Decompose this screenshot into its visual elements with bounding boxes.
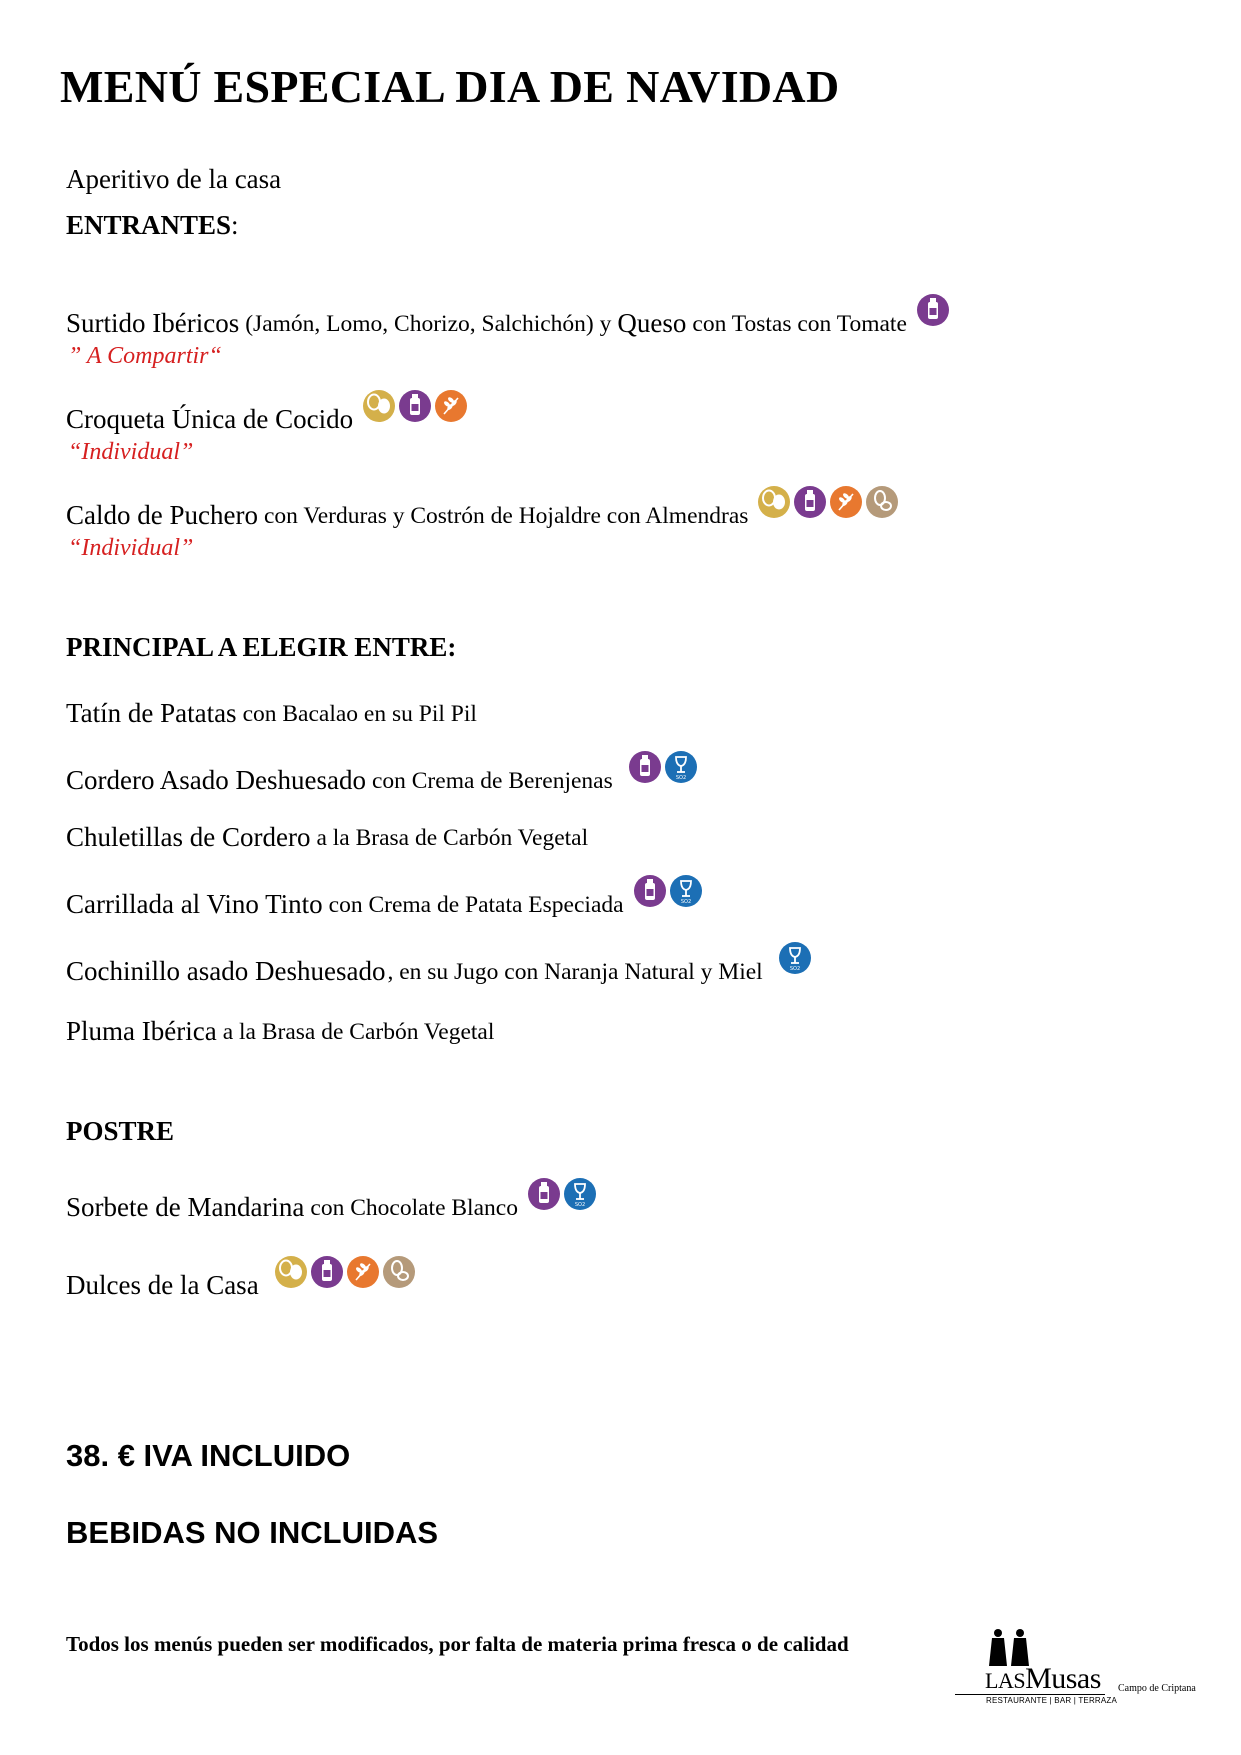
dish-desc: con Verduras y Costrón de Hojaldre con Almendras — [263, 503, 749, 529]
allergen-icons — [629, 751, 697, 783]
sulphites-label: SO2 — [680, 899, 691, 905]
dish-desc: con Bacalao en su Pil Pil — [242, 701, 477, 727]
dish-principal-6 — [66, 1016, 494, 1047]
dish-desc: con Crema de Berenjenas — [371, 768, 613, 794]
milk-icon — [634, 875, 666, 907]
dish-name: Carrillada al Vino Tinto — [66, 889, 323, 919]
dish-name: Sorbete de Mandarina — [66, 1192, 305, 1222]
dish-name: Cordero Asado Deshuesado — [66, 765, 366, 795]
allergen-icons — [634, 875, 702, 907]
sulphites-label: SO2 — [789, 966, 800, 972]
page-title: MENÚ ESPECIAL DIA DE NAVIDAD — [60, 61, 840, 112]
dish-entrante-1 — [66, 308, 949, 339]
allergen-icons — [363, 390, 467, 422]
gluten-icon — [347, 1256, 379, 1288]
milk-icon — [629, 751, 661, 783]
allergen-icons — [528, 1178, 596, 1210]
price: 38. € IVA INCLUIDO — [66, 1438, 351, 1473]
section-postre: POSTRE — [66, 1116, 175, 1146]
dish-name: Dulces de la Casa — [66, 1270, 259, 1300]
allergen-icons — [758, 486, 898, 518]
dish-entrante-2 — [66, 404, 467, 435]
dish-name: Croqueta Única de Cocido — [66, 404, 354, 434]
dish-note: ” A Compartir“ — [68, 343, 222, 369]
dish-desc: con Crema de Patata Especiada — [328, 892, 624, 918]
dish-postre-2 — [66, 1270, 415, 1301]
dish-desc: a la Brasa de Carbón Vegetal — [222, 1019, 495, 1045]
dish-name: Pluma Ibérica — [66, 1016, 217, 1046]
dish-desc: con Chocolate Blanco — [310, 1195, 518, 1221]
dish-name-2: Queso — [617, 308, 687, 338]
dish-desc: (Jamón, Lomo, Chorizo, Salchichón) y — [245, 311, 612, 337]
allergen-icons — [779, 942, 811, 974]
logo-name-main: Musas — [1025, 1662, 1101, 1695]
sulphites-icon — [779, 942, 811, 974]
section-principal: PRINCIPAL A ELEGIR ENTRE: — [66, 632, 457, 662]
dish-principal-1 — [66, 698, 477, 729]
nuts-icon — [866, 486, 898, 518]
drinks-not-included: BEBIDAS NO INCLUIDAS — [66, 1515, 439, 1550]
milk-icon — [399, 390, 431, 422]
dish-principal-3 — [66, 822, 588, 853]
logo-town: Campo de Criptana — [1118, 1683, 1196, 1694]
section-entrantes-colon: : — [231, 210, 239, 240]
gluten-icon — [830, 486, 862, 518]
egg-icon — [363, 390, 395, 422]
dish-name: Tatín de Patatas — [66, 698, 237, 728]
milk-icon — [528, 1178, 560, 1210]
milk-icon — [311, 1256, 343, 1288]
dish-name: Chuletillas de Cordero — [66, 822, 311, 852]
dish-desc: a la Brasa de Carbón Vegetal — [316, 825, 589, 851]
dish-principal-4 — [66, 889, 702, 920]
sulphites-label: SO2 — [675, 775, 686, 781]
dish-desc-2: con Tostas con Tomate — [692, 311, 907, 337]
logo-name — [985, 1662, 1101, 1696]
dish-name: Caldo de Puchero — [66, 500, 258, 530]
restaurant-logo — [955, 1628, 1210, 1708]
section-entrantes — [66, 210, 239, 241]
milk-icon — [917, 294, 949, 326]
dish-principal-5 — [66, 956, 811, 987]
allergen-icons — [917, 294, 949, 326]
dish-name: Surtido Ibéricos — [66, 308, 240, 338]
allergen-icons — [275, 1256, 415, 1288]
nuts-icon — [383, 1256, 415, 1288]
sulphites-icon — [665, 751, 697, 783]
disclaimer: Todos los menús pueden ser modificados, por falta de materia prima fresca o de calidad — [66, 1632, 849, 1656]
sulphites-label: SO2 — [574, 1202, 586, 1208]
logo-name-small: LAS — [985, 1668, 1026, 1693]
section-entrantes-label: ENTRANTES — [66, 210, 232, 240]
sulphites-icon — [564, 1178, 596, 1210]
dish-desc: , en su Jugo con Naranja Natural y Miel — [387, 959, 763, 985]
milk-icon — [794, 486, 826, 518]
egg-icon — [758, 486, 790, 518]
dish-principal-2 — [66, 765, 697, 796]
gluten-icon — [435, 390, 467, 422]
dish-name: Cochinillo asado Deshuesado — [66, 956, 386, 986]
dish-entrante-3 — [66, 500, 898, 531]
logo-subtitle: RESTAURANTE | BAR | TERRAZA — [986, 1696, 1118, 1705]
dish-postre-1 — [66, 1192, 596, 1223]
dish-note: “Individual” — [68, 535, 194, 561]
sulphites-icon — [670, 875, 702, 907]
aperitivo: Aperitivo de la casa — [66, 164, 282, 194]
dish-note: “Individual” — [68, 439, 194, 465]
egg-icon — [275, 1256, 307, 1288]
